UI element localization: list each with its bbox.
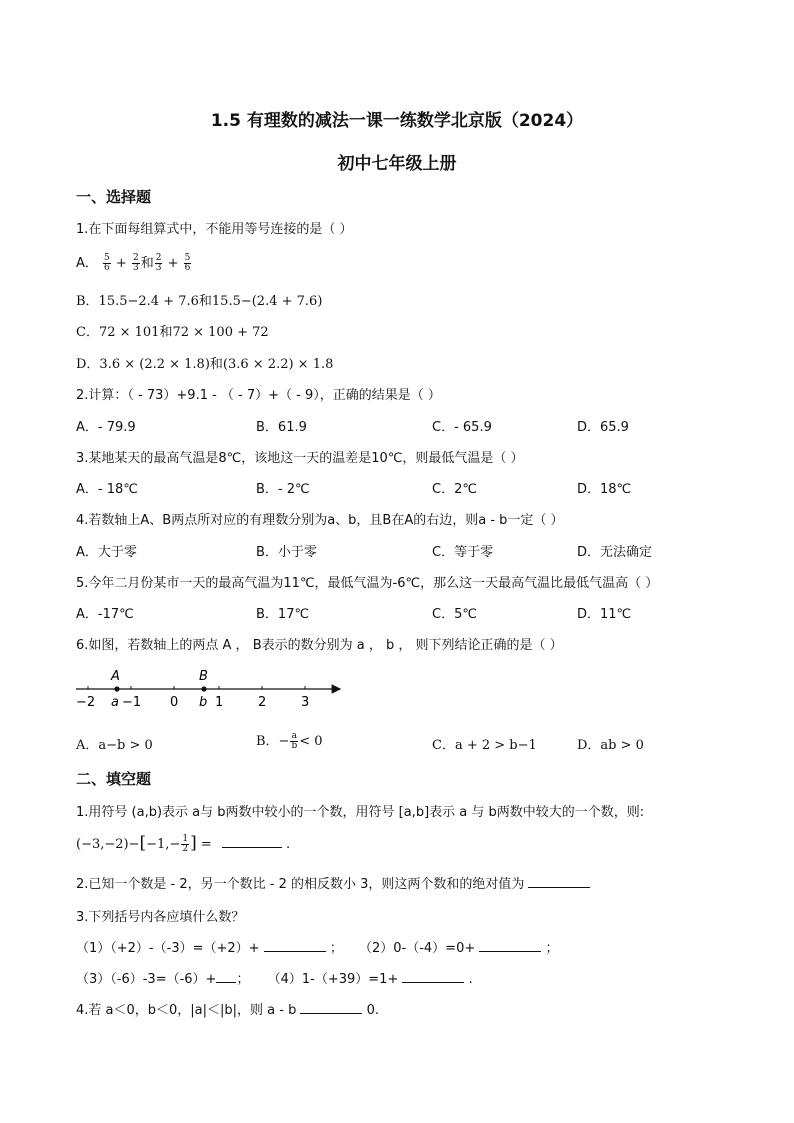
f1-answer-blank[interactable] xyxy=(222,835,282,848)
fraction: $\frac{a}{b}$ xyxy=(291,731,298,751)
axis-label: 2 xyxy=(258,695,267,710)
q4-option-a: A．大于零 xyxy=(76,545,137,560)
fraction: $\frac{2}{3}$ xyxy=(132,253,139,273)
f3-stem: 3.下列括号内各应填什么数？ xyxy=(76,910,245,925)
point-b-dot xyxy=(201,686,206,691)
fraction: $\frac{5}{6}$ xyxy=(104,253,110,273)
axis-label: 0 xyxy=(170,695,179,710)
q2-option-c: C．- 65.9 xyxy=(432,420,492,435)
q4-option-c: C．等于零 xyxy=(432,545,494,560)
q3-option-b: B．- 2℃ xyxy=(256,482,310,497)
title-line1: 1.5 有理数的减法一课一练数学北京版（2024） xyxy=(210,111,584,131)
title-line2: 初中七年级上册 xyxy=(337,154,457,174)
point-a-label: A xyxy=(111,669,120,684)
f3-blank-1[interactable] xyxy=(264,939,326,952)
section-choice-heading: 一、选择题 xyxy=(76,188,152,206)
f3-row2: （3）（-6）-3=（-6）+ ； （4）1-（+39）=1+ . xyxy=(76,972,473,987)
q6-option-d: D．ab > 0 xyxy=(577,738,644,753)
q2-stem: 2.计算：（ - 73）+9.1 - （ - 7）+（ - 9），正确的结果是（ ） xyxy=(76,388,441,403)
axis-label: −1 xyxy=(122,695,142,710)
f3-blank-2[interactable] xyxy=(479,939,541,952)
q3-option-d: D．18℃ xyxy=(577,482,632,497)
axis-label: 3 xyxy=(301,695,310,710)
axis-label: b xyxy=(199,695,208,710)
f3-blank-4[interactable] xyxy=(402,970,464,983)
point-b-label: B xyxy=(199,669,208,684)
q1-stem: 1.在下面每组算式中，不能用等号连接的是（ ） xyxy=(76,222,353,237)
f3-blank-3[interactable] xyxy=(216,970,236,983)
axis-label: 1 xyxy=(215,695,224,710)
q5-stem: 5.今年二月份某市一天的最高气温为11℃，最低气温为-6℃，那么这一天最高气温比最低气温高（ ） xyxy=(76,576,659,591)
f1-stem: 1.用符号 (a,b)表示 a与 b两数中较小的一个数，用符号 [a,b]表示 a 与 b两数中较大的一个数，则: xyxy=(76,805,645,820)
fraction: $\frac{2}{3}$ xyxy=(155,253,162,273)
q6-option-c: C．a + 2 > b−1 xyxy=(432,738,537,753)
q3-option-a: A．- 18℃ xyxy=(76,482,138,497)
f4-stem: 4.若 a＜0，b＜0，|a|＜|b|，则 a - b 0. xyxy=(76,1003,380,1018)
q1-option-c: C．72 × 101和72 × 100 + 72 xyxy=(76,325,269,340)
point-a-dot xyxy=(114,686,119,691)
q6-option-b: B．− $\frac{a}{b}$ < 0 xyxy=(256,731,323,751)
q5-option-d: D．11℃ xyxy=(577,607,632,622)
number-line-figure xyxy=(72,668,352,718)
q3-option-c: C．2℃ xyxy=(432,482,477,497)
q4-option-d: D．无法确定 xyxy=(577,545,653,560)
q2-option-d: D．65.9 xyxy=(577,420,629,435)
q5-option-c: C．5℃ xyxy=(432,607,477,622)
f4-answer-blank[interactable] xyxy=(300,1001,362,1014)
f3-row1: （1）（+2）-（-3）=（+2）+ ； （2）0-（-4）=0+ ； xyxy=(76,941,559,956)
q4-option-b: B．小于零 xyxy=(256,545,317,560)
q6-stem: 6.如图，若数轴上的两点 A ， B表示的数分别为 a ， b ， 则下列结论正确的是（ ） xyxy=(76,638,563,653)
axis-label: −2 xyxy=(76,695,96,710)
q2-option-a: A．- 79.9 xyxy=(76,420,136,435)
f2-stem: 2.已知一个数是 - 2，另一个数比 - 2 的相反数小 3，则这两个数和的绝对值为 xyxy=(76,873,590,892)
q5-option-a: A．-17℃ xyxy=(76,607,134,622)
section-fill-heading: 二、填空题 xyxy=(76,770,152,788)
q1-option-d: D．3.6 × (2.2 × 1.8)和(3.6 × 2.2) × 1.8 xyxy=(76,357,334,372)
q1-option-a: A． $\frac{5}{6}$ + $\frac{2}{3}$ 和 $\frac{2}{3}$ + $\frac{5}{6}$ xyxy=(76,253,191,273)
q6-option-a: A．a−b > 0 xyxy=(76,738,153,753)
q1-a-prefix: A． xyxy=(76,256,98,271)
fraction: $\frac{1}{2}$ xyxy=(182,834,189,854)
q4-stem: 4.若数轴上A、B两点所对应的有理数分别为a、b，且B在A的右边，则a - b一定（ ） xyxy=(76,513,564,528)
fraction: $\frac{5}{6}$ xyxy=(184,253,191,273)
f2-answer-blank[interactable] xyxy=(528,875,590,888)
axis-label: a xyxy=(111,695,119,710)
f1-expression: (−3,−2)−[−1,− $\frac{1}{2}$ ] = . xyxy=(76,833,291,854)
q2-option-b: B．61.9 xyxy=(256,420,307,435)
q5-option-b: B．17℃ xyxy=(256,607,310,622)
q1-option-b: B．15.5−2.4 + 7.6和15.5−(2.4 + 7.6) xyxy=(76,294,323,309)
q3-stem: 3.某地某天的最高气温是8℃，该地这一天的温差是10℃，则最低气温是（ ） xyxy=(76,451,524,466)
